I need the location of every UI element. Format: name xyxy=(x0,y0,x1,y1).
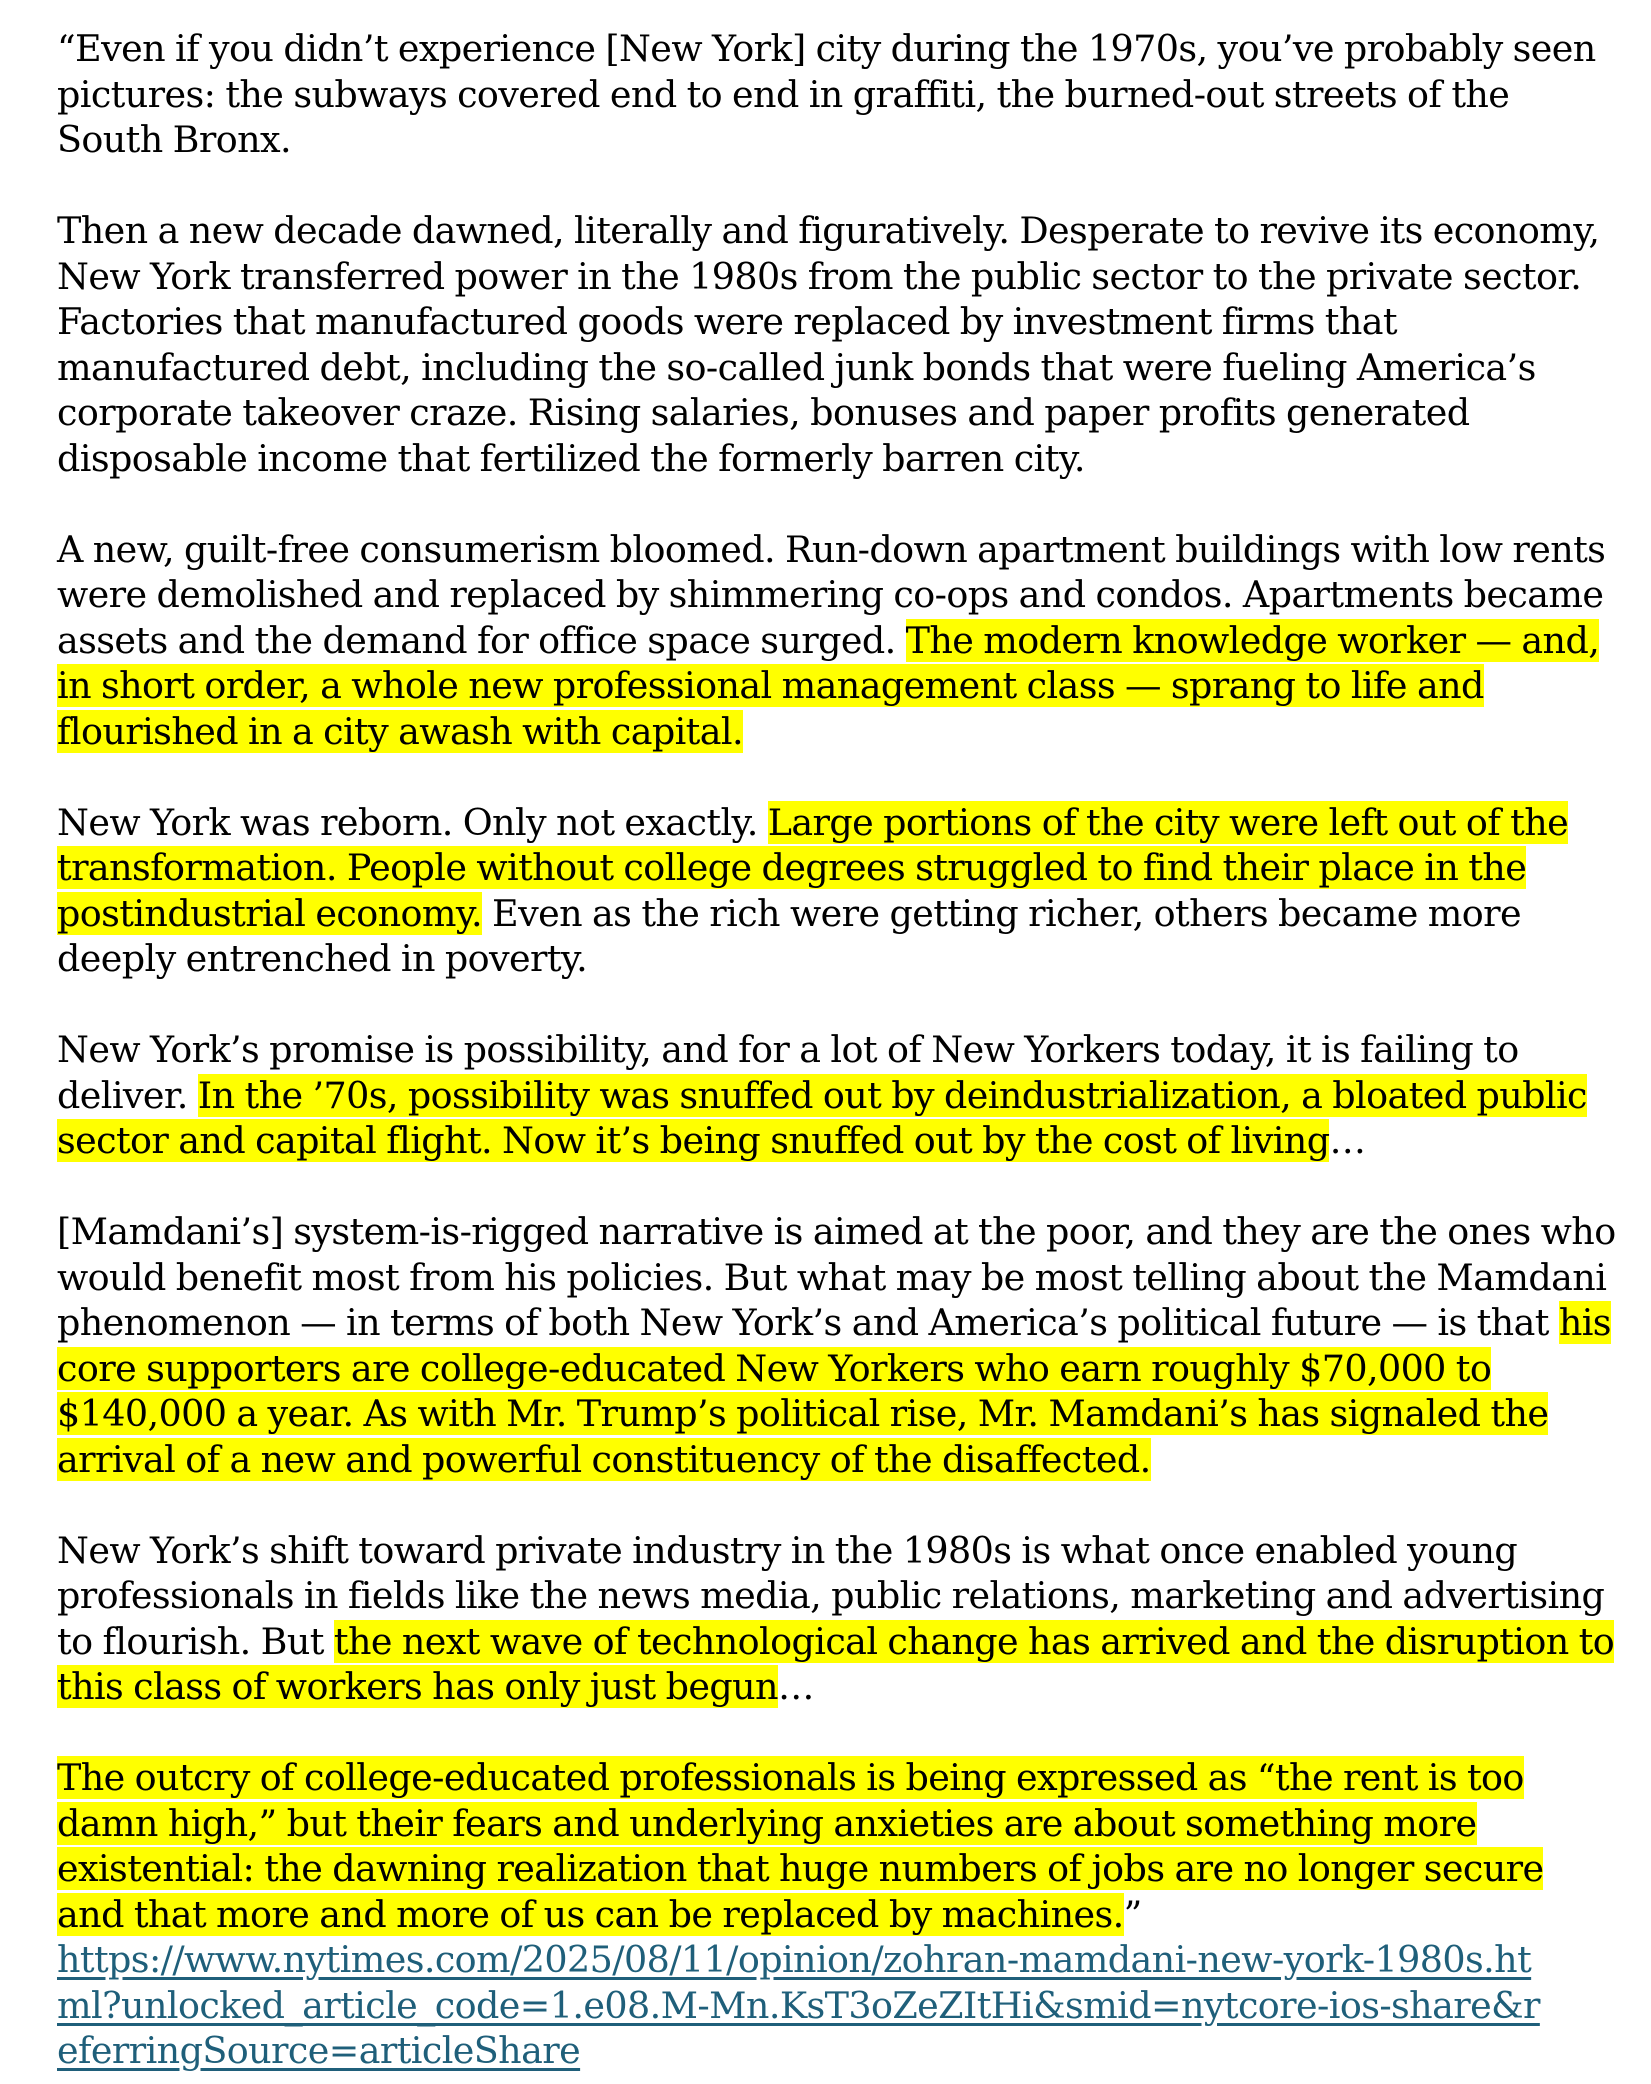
paragraph-5 xyxy=(57,1027,1617,1164)
paragraph-8 xyxy=(57,1755,1617,1937)
text-run: Even as the rich were getting richer, others became more deeply entrenched in poverty. xyxy=(57,891,1521,980)
document-body xyxy=(57,26,1617,2074)
text-run: New York’s promise is possibility, and for a lot of New Yorkers today, it is failing to deliver. xyxy=(57,1028,1519,1117)
paragraph-3 xyxy=(57,527,1617,755)
text-run: New York’s shift toward private industry in the 1980s is what once enabled young professionals in fields like the news media, public relations, marketing and advertising to flourish. But xyxy=(57,1528,1605,1663)
highlighted-text: The modern knowledge worker — and, in short order, a whole new professional management class — sprang to life and flourished in a city awash with capital. xyxy=(57,618,1600,753)
source-link[interactable]: https://www.nytimes.com/2025/08/11/opinion/zohran-mamdani-new-york-1980s.html?unlocked_article_code=1.e08.M-Mn.KsT3oZeZItHi&smid=nytcore-ios-share&referringSource=articleShare xyxy=(57,1938,1540,2072)
highlighted-text: Large portions of the city were left out of the transformation. People without college degrees struggled to find their place in the postindustrial economy. xyxy=(57,800,1569,935)
text-run: Then a new decade dawned, literally and figuratively. Desperate to revive its economy, New York transferred power in the 1980s from the public sector to the private sector. Factories that manufactured goods were replaced by investment firms that manufactured debt, including the so-called junk bonds that were fueling America’s corporate takeover craze. Rising salaries, bonuses and paper profits generated disposable income that fertilized the formerly barren city. xyxy=(57,209,1600,480)
text-run: New York was reborn. Only not exactly. xyxy=(57,800,768,844)
highlighted-text: his core supporters are college-educated New Yorkers who earn roughly $70,000 to $140,000 a year. As with Mr. Trump’s political rise, Mr. Mamdani’s has signaled the arrival of a new and powerful constituency of the disaffected. xyxy=(57,1301,1611,1481)
paragraph-2 xyxy=(57,208,1617,481)
text-run: [Mamdani’s] system-is-rigged narrative is aimed at the poor, and they are the ones who would benefit most from his policies. But what may be most telling about the Mamdani phenomenon — in terms of both New York’s and America’s political future — is that xyxy=(57,1210,1616,1344)
text-run: … xyxy=(1329,1119,1366,1162)
highlighted-text: In the ’70s, possibility was snuffed out by deindustrialization, a bloated public sector and capital flight. Now it’s being snuffed out by the cost of living xyxy=(57,1073,1587,1162)
text-run: A new, guilt-free consumerism bloomed. Run-down apartment buildings with low rents were demolished and replaced by shimmering co-ops and condos. Apartments became assets and the demand for office space surged. xyxy=(57,527,1606,662)
highlighted-text: the next wave of technological change has arrived and the disruption to this class of workers has only just begun xyxy=(57,1619,1615,1708)
text-run: ” xyxy=(1123,1892,1142,1936)
highlighted-text: The outcry of college-educated professionals is being expressed as “the rent is too damn high,” but their fears and underlying anxieties are about something more existential: the dawning realization that huge numbers of jobs are no longer secure and that more and more of us can be replaced by machines. xyxy=(57,1756,1544,1936)
paragraph-6 xyxy=(57,1209,1617,1482)
text-run: … xyxy=(777,1665,814,1708)
paragraph-4 xyxy=(57,800,1617,982)
paragraph-1 xyxy=(57,26,1617,163)
paragraph-7 xyxy=(57,1528,1617,1710)
text-run: “Even if you didn’t experience [New York] city during the 1970s, you’ve probably seen pictures: the subways covered end to end in graffiti, the burned-out streets of the South Bronx. xyxy=(57,27,1596,161)
